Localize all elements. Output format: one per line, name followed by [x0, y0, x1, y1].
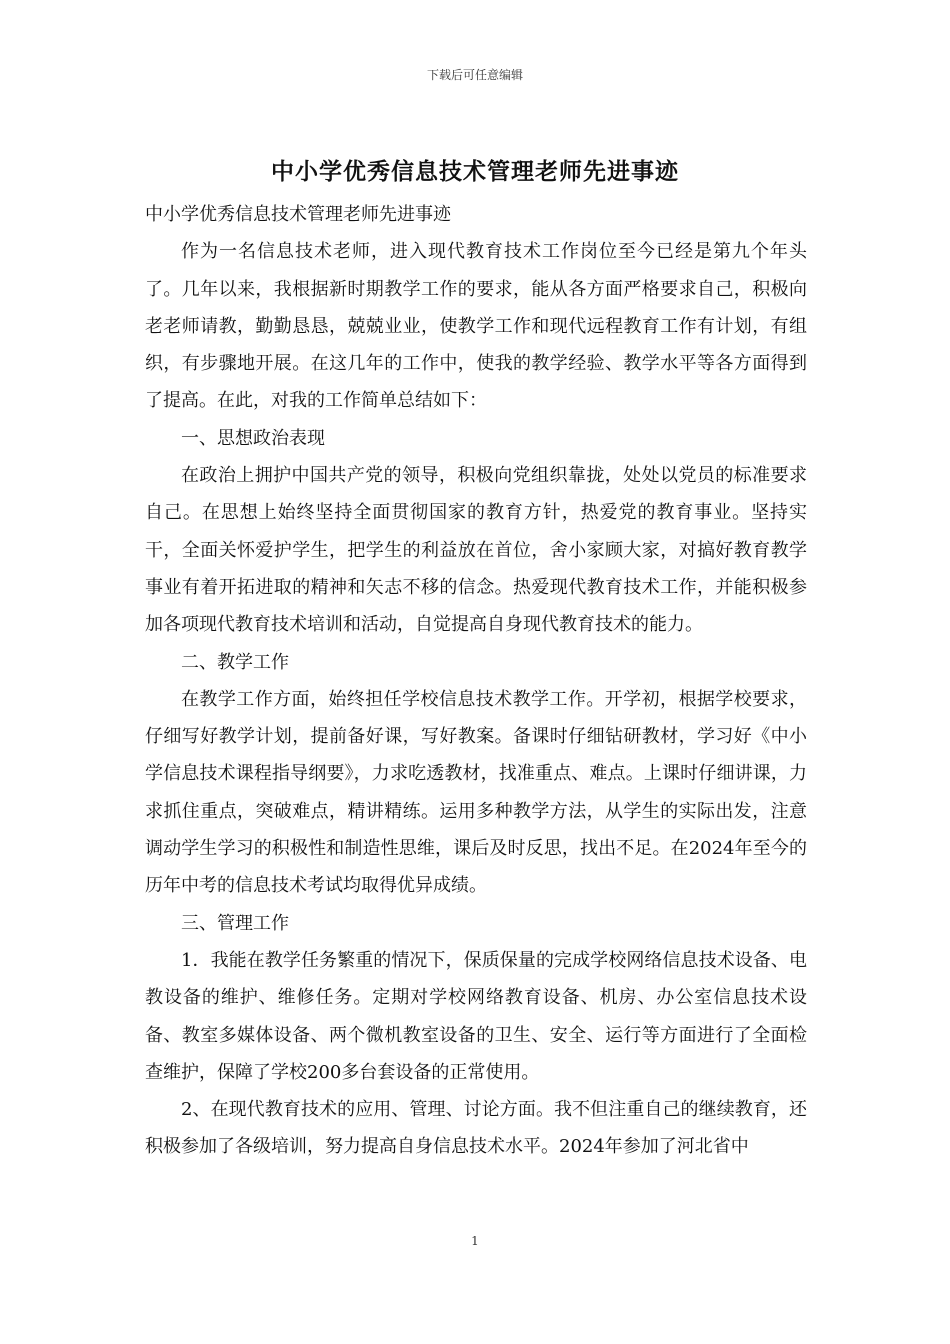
paragraph-teaching: 在教学工作方面，始终担任学校信息技术教学工作。开学初，根据学校要求，仔细写好教学计划，提前备好课，写好教案。备课时仔细钻研教材，学习好《中小学信息技术课程指导纲要》，力求吃透教材，找准重点、难点。上课时仔细讲课，力求抓住重点，突破难点，精讲精练。运用多种教学方法，从学生的实际出发，注意调动学生学习的积极性和制造性思维，课后及时反思，找出不足。在2024年至今的历年中考的信息技术考试均取得优异成绩。	[145, 688, 807, 897]
header-note: 下载后可任意编辑	[426, 68, 523, 82]
paragraph-politics: 在政治上拥护中国共产党的领导，积极向党组织靠拢，处处以党员的标准要求自己。在思想上始终坚持全面贯彻国家的教育方针，热爱党的教育事业。坚持实干，全面关怀爱护学生，把学生的利益放在首位，舍小家顾大家，对搞好教育教学事业有着开拓进取的精神和矢志不移的信念。热爱现代教育技术工作，并能积极参加各项现代教育技术培训和活动，自觉提高自身现代教育技术的能力。	[145, 465, 807, 636]
section-heading-politics: 一、思想政治表现	[181, 427, 325, 449]
page-number: 1	[471, 1234, 479, 1248]
paragraph-intro: 作为一名信息技术老师，进入现代教育技术工作岗位至今已经是第九个年头了。几年以来，我根据新时期教学工作的要求，能从各方面严格要求自己，积极向老老师请教，勤勤恳恳，兢兢业业，使教学工作和现代远程教育工作有计划，有组织，有步骤地开展。在这几年的工作中，使我的教学经验、教学水平等各方面得到了提高。在此，对我的工作简单总结如下：	[145, 241, 807, 412]
paragraph-management-1: 1．我能在教学任务繁重的情况下，保质保量的完成学校网络信息技术设备、电教设备的维护、维修任务。定期对学校网络教育设备、机房、办公室信息技术设备、教室多媒体设备、两个微机教室设备的卫生、安全、运行等方面进行了全面检查维护，保障了学校200多台套设备的正常使用。	[145, 949, 807, 1083]
section-heading-teaching: 二、教学工作	[181, 651, 289, 673]
document-title: 中小学优秀信息技术管理老师先进事迹	[271, 158, 679, 185]
paragraph-management-2: 2、在现代教育技术的应用、管理、讨论方面。我不但注重自己的继续教育，还积极参加了各级培训，努力提高自身信息技术水平。2024年参加了河北省中	[145, 1099, 807, 1158]
section-heading-management: 三、管理工作	[181, 912, 289, 934]
document-subtitle: 中小学优秀信息技术管理老师先进事迹	[145, 204, 451, 225]
document-body	[145, 196, 807, 1166]
